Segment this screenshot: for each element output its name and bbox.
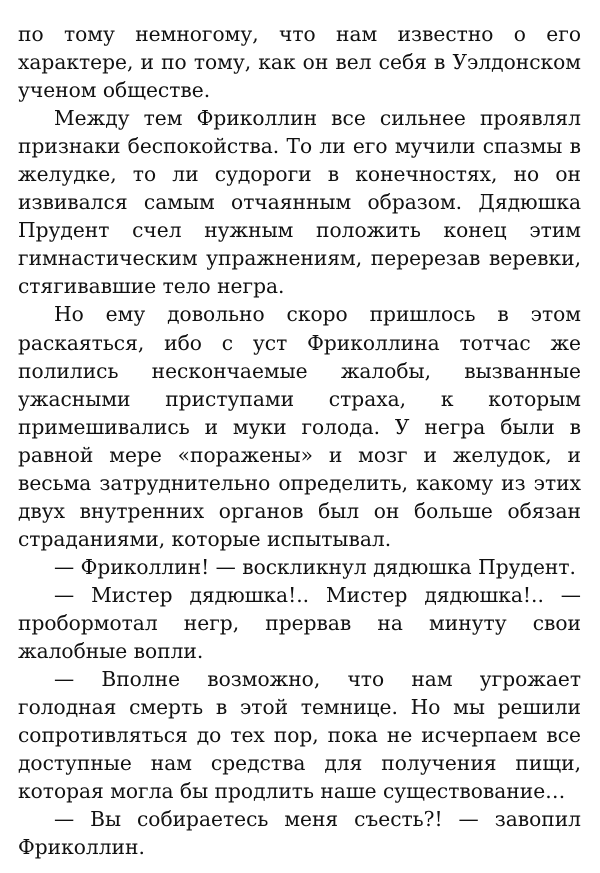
dialogue-line: — Мистер дядюшка!.. Мистер дядюшка!.. — пробормотал негр, прервав на минуту свои жалобные вопли. (18, 582, 581, 664)
paragraph: Но ему довольно скоро пришлось в этом раскаяться, ибо с уст Фриколлина тотчас же полились нескончаемые жалобы, вызванные ужасными приступами страха, к которым примешивались и муки голода. У негра были в равной мере «поражены» и мозг и желудок, и весьма затруднительно определить, какому из этих двух внутренних органов был он больше обязан страданиями, которые испытывал. (18, 302, 581, 551)
dialogue-line: — Вполне возможно, что нам угрожает голодная смерть в этой темнице. Но мы решили сопротивляться до тех пор, пока не исчерпаем все доступные нам средства для получения пищи, которая могла бы продлить наше существование… (18, 667, 581, 804)
dialogue-line: — Вы собираетесь меня съесть?! — завопил Фриколлин. (18, 807, 581, 860)
book-page (18, 20, 581, 861)
dialogue-line: — Фриколлин! — воскликнул дядюшка Прудент. (54, 554, 576, 579)
paragraph: Между тем Фриколлин все сильнее проявлял признаки беспокойства. То ли его мучили спазмы в желудке, то ли судороги в конечностях, но он извивался самым отчаянным образом. Дядюшка Прудент счел нужным положить конец этим гимнастическим упражнениям, перерезав веревки, стягивавшие тело негра. (18, 106, 581, 299)
paragraph-continuation: по тому немногому, что нам известно о его характере, и по тому, как он вел себя в Уэлдонском ученом обществе. (18, 22, 581, 103)
